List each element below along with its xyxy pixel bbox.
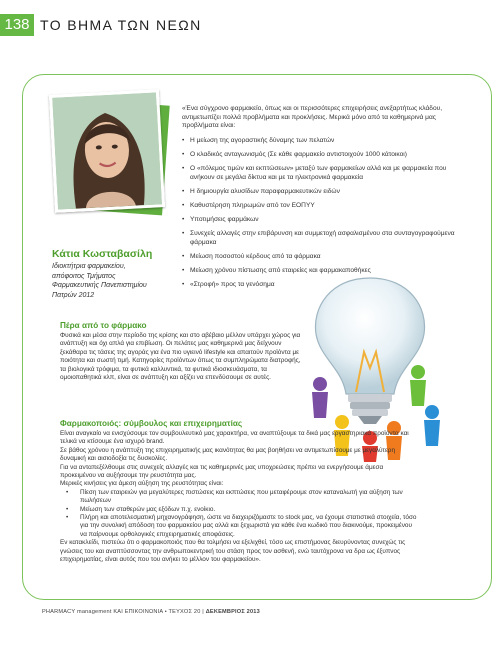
list-item: • Η δημιουργία αλυσίδων παραφαρμακευτικών ειδών [182, 188, 472, 197]
author-name: Κάτια Κωσταβασίλη [52, 248, 153, 260]
page-footer [42, 609, 260, 615]
list-item: • Η μείωση της αγοραστικής δύναμης των πελατών [182, 137, 472, 146]
quote-intro: «Ένα σύγχρονο φαρμακείο, όπως και οι περισσότερες επιχειρήσεις ανεξαρτήτως κλάδου, αντιμετωπίζει πολλά προβλήματα και προκλήσεις. Μερικά μόνο από τα καθημερινά μας προβλήματα είναι: [182, 105, 443, 130]
list-item: • Ο «πόλεμος τιμών και εκπτώσεων» μεταξύ των φαρμακείων αλλά και με φαρμακεία που ανήκουν σε μεγάλα δίκτυα και με τα ηλεκτρονικά φαρμακεία [182, 165, 472, 182]
footer-publication: PHARMACY management ΚΑΙ ΕΠΙΚΟΙΝΩΝΙΑ • ΤΕΥΧΟΣ 20 | [42, 609, 204, 615]
figure-blue [424, 405, 440, 446]
body-paragraph: Σε βάθος χρόνου η ανάπτυξη της επιχειρηματικής μας ικανότητας θα μας βοηθήσει να αντιμετωπίσουμε με μεγαλύτερη δυναμική και αισιοδοξία τις δυσκολίες. [60, 446, 395, 463]
portrait-illustration [52, 92, 162, 209]
quote-block [182, 105, 472, 295]
portrait-image [49, 89, 165, 213]
list-item: • Συνεχείς αλλαγές στην επιβάρυνση και συμμετοχή ασφαλισμένου στα συνταγογραφούμενα φάρμακα [182, 230, 472, 247]
list-item: • Πλήρη και αποτελεσματική μηχανογράφηση, ώστε να διαχειριζόμαστε το stock μας, να έχουμε στατιστικά στοιχεία, τόσο για την συνολική απόδοση του φαρμακείου μας αλλά και ξεχωριστά για κάθε ένα κωδικό που διακινούμε, προκειμένου να παίρνουμε ορθολογικές επιχειρηματικές αποφάσεις. [60, 514, 420, 539]
author-bio-line: Ιδιοκτήτρια φαρμακείου, [52, 263, 126, 270]
author-bio-line: Πατρών 2012 [52, 291, 95, 299]
page-number: 138 [0, 14, 34, 36]
author-bio [52, 248, 172, 300]
heading-beyond-medicine: Πέρα από το φάρμακο [60, 321, 147, 330]
figure-green [410, 365, 426, 406]
body-paragraph: Για να ανταπεξέλθουμε στις συνεχείς αλλαγές και τις καθημερινές μας υποχρεώσεις πρέπει να ενεργήσουμε άμεσα προκειμένου να αυξήσουμε την ρευστότητα μας. [60, 463, 384, 480]
figure-purple [312, 377, 328, 418]
list-item: • Καθυστέρηση πληρωμών από τον ΕΟΠΥΥ [182, 202, 472, 211]
list-item: • Μείωση των σταθερών μας εξόδων π.χ. ενοίκιο. [60, 506, 420, 514]
problems-list [182, 137, 472, 290]
pharmacist-body [60, 430, 420, 565]
body-paragraph: Είναι αναγκαίο να ενισχύσουμε τον συμβουλευτικό μας χαρακτήρα, να αναπτύξουμε τα δικά μας εργαστηριακά προϊόντα και τελικά να κτίσουμε ένα ισχυρό brand. [60, 430, 409, 446]
author-bio-line: απόφοιτος Τμήματος [52, 272, 116, 280]
section-title: ΤΟ ΒΗΜΑ ΤΩΝ ΝΕΩΝ [40, 17, 202, 33]
list-item: • Πίεση των εταιρειών για μεγαλύτερες πιστώσεις και εκπτώσεις που μεταφέρουμε στον καταναλωτή για αύξηση των πωλήσεων [60, 489, 420, 506]
heading-pharmacist-advisor: Φαρμακοποιός: σύμβουλος και επιχειρηματίας [60, 419, 243, 428]
footer-date: ΔΕΚΕΜΒΡΙΟΣ 2013 [205, 609, 260, 615]
list-item: • «Στροφή» προς τα γενόσημα [182, 281, 472, 290]
list-item: • Ο κλαδικός ανταγωνισμός (Σε κάθε φαρμακείο αντιστοιχούν 1000 κάτοικοι) [182, 151, 472, 160]
liquidity-list [60, 489, 420, 539]
list-item: • Μείωση χρόνου πίστωσης από εταιρείες και φαρμακαποθήκες [182, 267, 472, 276]
closing-paragraph: Εν κατακλείδι, πιστεύω ότι ο φαρμακοποιός που θα τολμήσει να εξελιχθεί, τόσο ως επιστήμονας διευρύνοντας συνεχώς τις γνώσεις του και αναπτύσσοντας την ανθρωποκεντρική του στάση προς τον ασθενή, ενώ ταυτόχρονα να δρα ως έξυπνος επιχειρηματίας, είναι αυτός που του ανήκει το μέλλον του φαρμακείου». [60, 539, 406, 564]
list-item: • Υποτιμήσεις φαρμάκων [182, 216, 472, 225]
list-item: • Μείωση ποσοστού κέρδους από τα φάρμακα [182, 253, 472, 262]
paragraph-beyond-medicine: Φυσικά και μέσα στην περίοδο της κρίσης και στο αβέβαιο μέλλον υπάρχει χώρος για ανάπτυξη και όχι απλά για επιβίωση. Οι πελάτες μας καθημερινά μας δείχνουν ξεκάθαρα τις τάσεις της αγοράς για ένα πιο υγιεινό lifestyle και απαιτούν προϊόντα με ποιότητα και σωστή τιμή. Κατηγορίες προϊόντων όπως τα συμπληρώματα διατροφής, τα βιολογικά τρόφιμα, τα φυτικά καλλυντικά, τα φυτικά ιδιοσκευάσματα, τα ομοιοπαθητικά κλπ, είναι σε ανάπτυξη και αξίζει να επενδύσουμε σε αυτές. [60, 332, 301, 382]
body-paragraph: Μερικές κινήσεις για άμεση αύξηση της ρευστότητας είναι: [60, 480, 224, 488]
header-bar [0, 14, 500, 36]
author-photo [52, 92, 162, 210]
author-bio-line: Φαρμακευτικής Πανεπιστημίου [52, 282, 147, 289]
